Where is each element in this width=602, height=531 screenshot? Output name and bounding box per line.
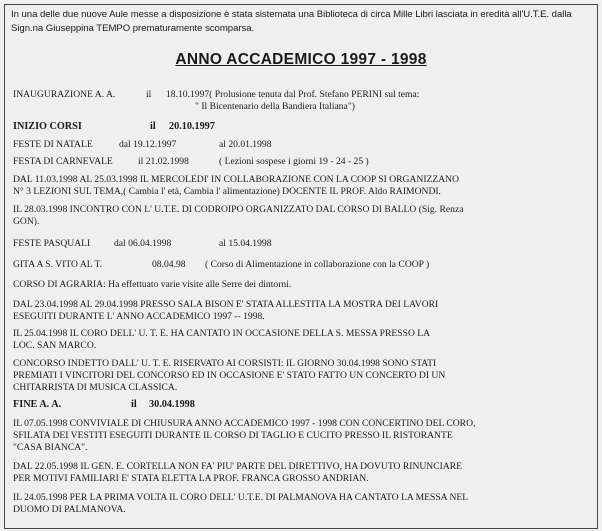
coro-line-1: IL 25.04.1998 IL CORO DELL' U. T. E. HA CANTATO IN OCCASIONE DELLA S. MESSA PRESSO LA [13,328,431,339]
pasquali-al: al 15.04.1998 [219,238,272,249]
concorso-line-3: CHITARRISTA DI MUSICA CLASSICA. [13,382,178,393]
pasquali-dal: dal 06.04.1998 [114,238,172,249]
concorso-line-1: CONCORSO INDETTO DALL' U. T. E. RISERVATO AI CORSISTI: IL GIORNO 30.04.1998 SONO STATI [13,358,437,369]
inaugurazione-theme: " Il Bicentenario della Bandiera Italiana") [195,101,355,112]
gita-date: 08.04.98 [152,259,186,270]
concorso-line-2: PREMIATI I VINCITORI DEL CONCORSO ED IN OCCASIONE E' STATO FATTO UN CONCERTO DI UN [13,370,446,381]
inaugurazione-date: 18.10.1997( Prolusione tenuta dal Prof. Stefano PERINI sul tema: [166,89,420,100]
cortella-line-2: PER MOTIVI FAMILIARI E' STATA ELETTA LA PROF. FRANCA GROSSO ANDRIAN. [13,473,369,484]
carnevale-label: FESTA DI CARNEVALE [13,156,113,167]
inaugurazione-label: INAUGURAZIONE A. A. [13,89,116,100]
mostra-line-2: ESEGUITI DURANTE L' ANNO ACCADEMICO 1997 -- 1998. [13,311,265,322]
inizio-corsi-date: 20.10.1997 [169,121,215,132]
palmanova-line-2: DUOMO DI PALMANOVA. [13,504,126,515]
fine-il: il [131,399,137,410]
palmanova-line-1: IL 24.05.1998 PER LA PRIMA VOLTA IL CORO DELL' U.T.E. DI PALMANOVA HA CANTATO LA MESSA NEL [13,492,469,503]
fine-date: 30.04.1998 [149,399,195,410]
conviviale-line-2: SFILATA DEI VESTITI ESEGUITI DURANTE IL CORSO DI TAGLIO E CUCITO PRESSO IL RISTORANTE [13,430,453,441]
natale-dal: dal 19.12.1997 [119,139,177,150]
natale-label: FESTE DI NATALE [13,139,93,150]
gita-label: GITA A S. VITO AL T. [13,259,103,270]
ballo-line-2: GON). [13,216,40,227]
conviviale-line-1: IL 07.05.1998 CONVIVIALE DI CHIUSURA ANNO ACCADEMICO 1997 - 1998 CON CONCERTINO DEL CORO, [13,418,476,429]
inizio-corsi-il: il [150,121,156,132]
gita-note: ( Corso di Alimentazione in collaborazione con la COOP ) [205,259,430,270]
coop-line-2: N° 3 LEZIONI SUL TEMA,( Cambia l' età, Cambia l' alimentazione) DOCENTE IL PROF. Aldo RAIMONDI. [13,186,441,197]
mostra-line-1: DAL 23.04.1998 AL 29.04.1998 PRESSO SALA BISON E' STATA ALLESTITA LA MOSTRA DEI LAVORI [13,299,439,310]
cortella-line-1: DAL 22.05.1998 IL GEN. E. CORTELLA NON FA' PIU' PARTE DEL DIRETTIVO, HA DOVUTO RINUNCIARE [13,461,463,472]
conviviale-line-3: "CASA BIANCA". [13,442,88,453]
coop-line-1: DAL 11.03.1998 AL 25.03.1998 IL MERCOLEDI' IN COLLABORAZIONE CON LA COOP SI ORGANIZZANO [13,174,460,185]
natale-al: al 20.01.1998 [219,139,272,150]
carnevale-il: il 21.02.1998 [138,156,189,167]
fine-label: FINE A. A. [13,399,62,410]
intro-paragraph: In una delle due nuove Aule messe a disposizione è stata sistemata una Biblioteca di circa Mille Libri lasciata in eredità all'U.T.E. dalla Sign.na Giuseppina TEMPO prematuramente scomparsa. [11,9,572,34]
carnevale-note: ( Lezioni sospese i giorni 19 - 24 - 25 ) [219,156,369,167]
ballo-line-1: IL 28.03.1998 INCONTRO CON L' U.T.E. DI CODROIPO ORGANIZZATO DAL CORSO DI BALLO (Sig. Renza [13,204,464,215]
page-title: ANNO ACCADEMICO 1997 - 1998 [175,51,427,68]
inizio-corsi-label: INIZIO CORSI [13,121,82,132]
pasquali-label: FESTE PASQUALI [13,238,91,249]
inaugurazione-il: il [146,89,152,100]
coro-line-2: LOC. SAN MARCO. [13,340,97,351]
agraria-line: CORSO DI AGRARIA: Ha effettuato varie visite alle Serre dei dintorni. [13,279,292,290]
